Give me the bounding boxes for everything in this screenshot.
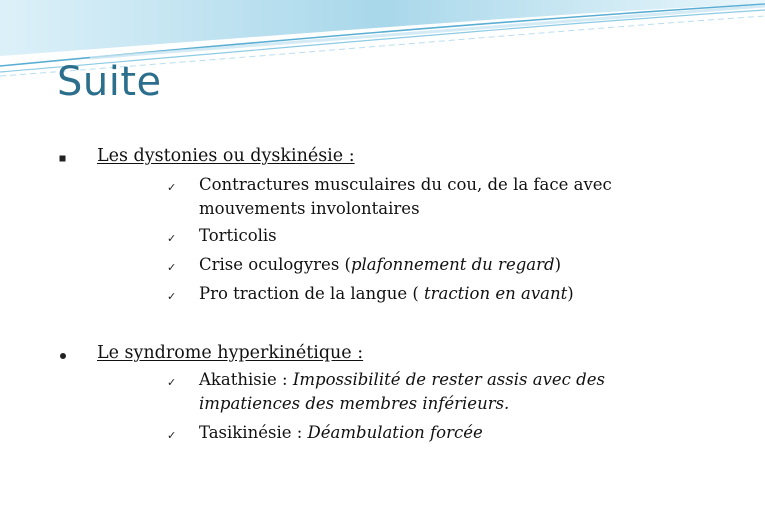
section-heading-hyperkinetique: Le syndrome hyperkinétique : (97, 343, 364, 363)
list-item: Contractures musculaires du cou, de la face avec mouvements involontaires (199, 175, 612, 218)
section-heading-dystonies: Les dystonies ou dyskinésie : (97, 146, 355, 166)
square-bullet-icon (59, 155, 67, 163)
list-item: Crise oculogyres (plafonnement du regard) (199, 255, 561, 274)
checkmark-icon: ✓ (167, 429, 177, 442)
list-item: Tasikinésie : Déambulation forcée (199, 423, 483, 442)
checkmark-icon: ✓ (167, 290, 177, 303)
round-bullet-icon (59, 352, 67, 360)
slide-title: Suite (57, 59, 162, 105)
list-item: Torticolis (199, 226, 277, 245)
checkmark-icon: ✓ (167, 232, 177, 245)
list-item: Akathisie : Impossibilité de rester assis avec des impatiences des membres inférieurs. (199, 370, 605, 413)
checkmark-icon: ✓ (167, 261, 177, 274)
checkmark-icon: ✓ (167, 181, 177, 194)
list-item: Pro traction de la langue ( traction en avant) (199, 284, 574, 303)
checkmark-icon: ✓ (167, 376, 177, 389)
